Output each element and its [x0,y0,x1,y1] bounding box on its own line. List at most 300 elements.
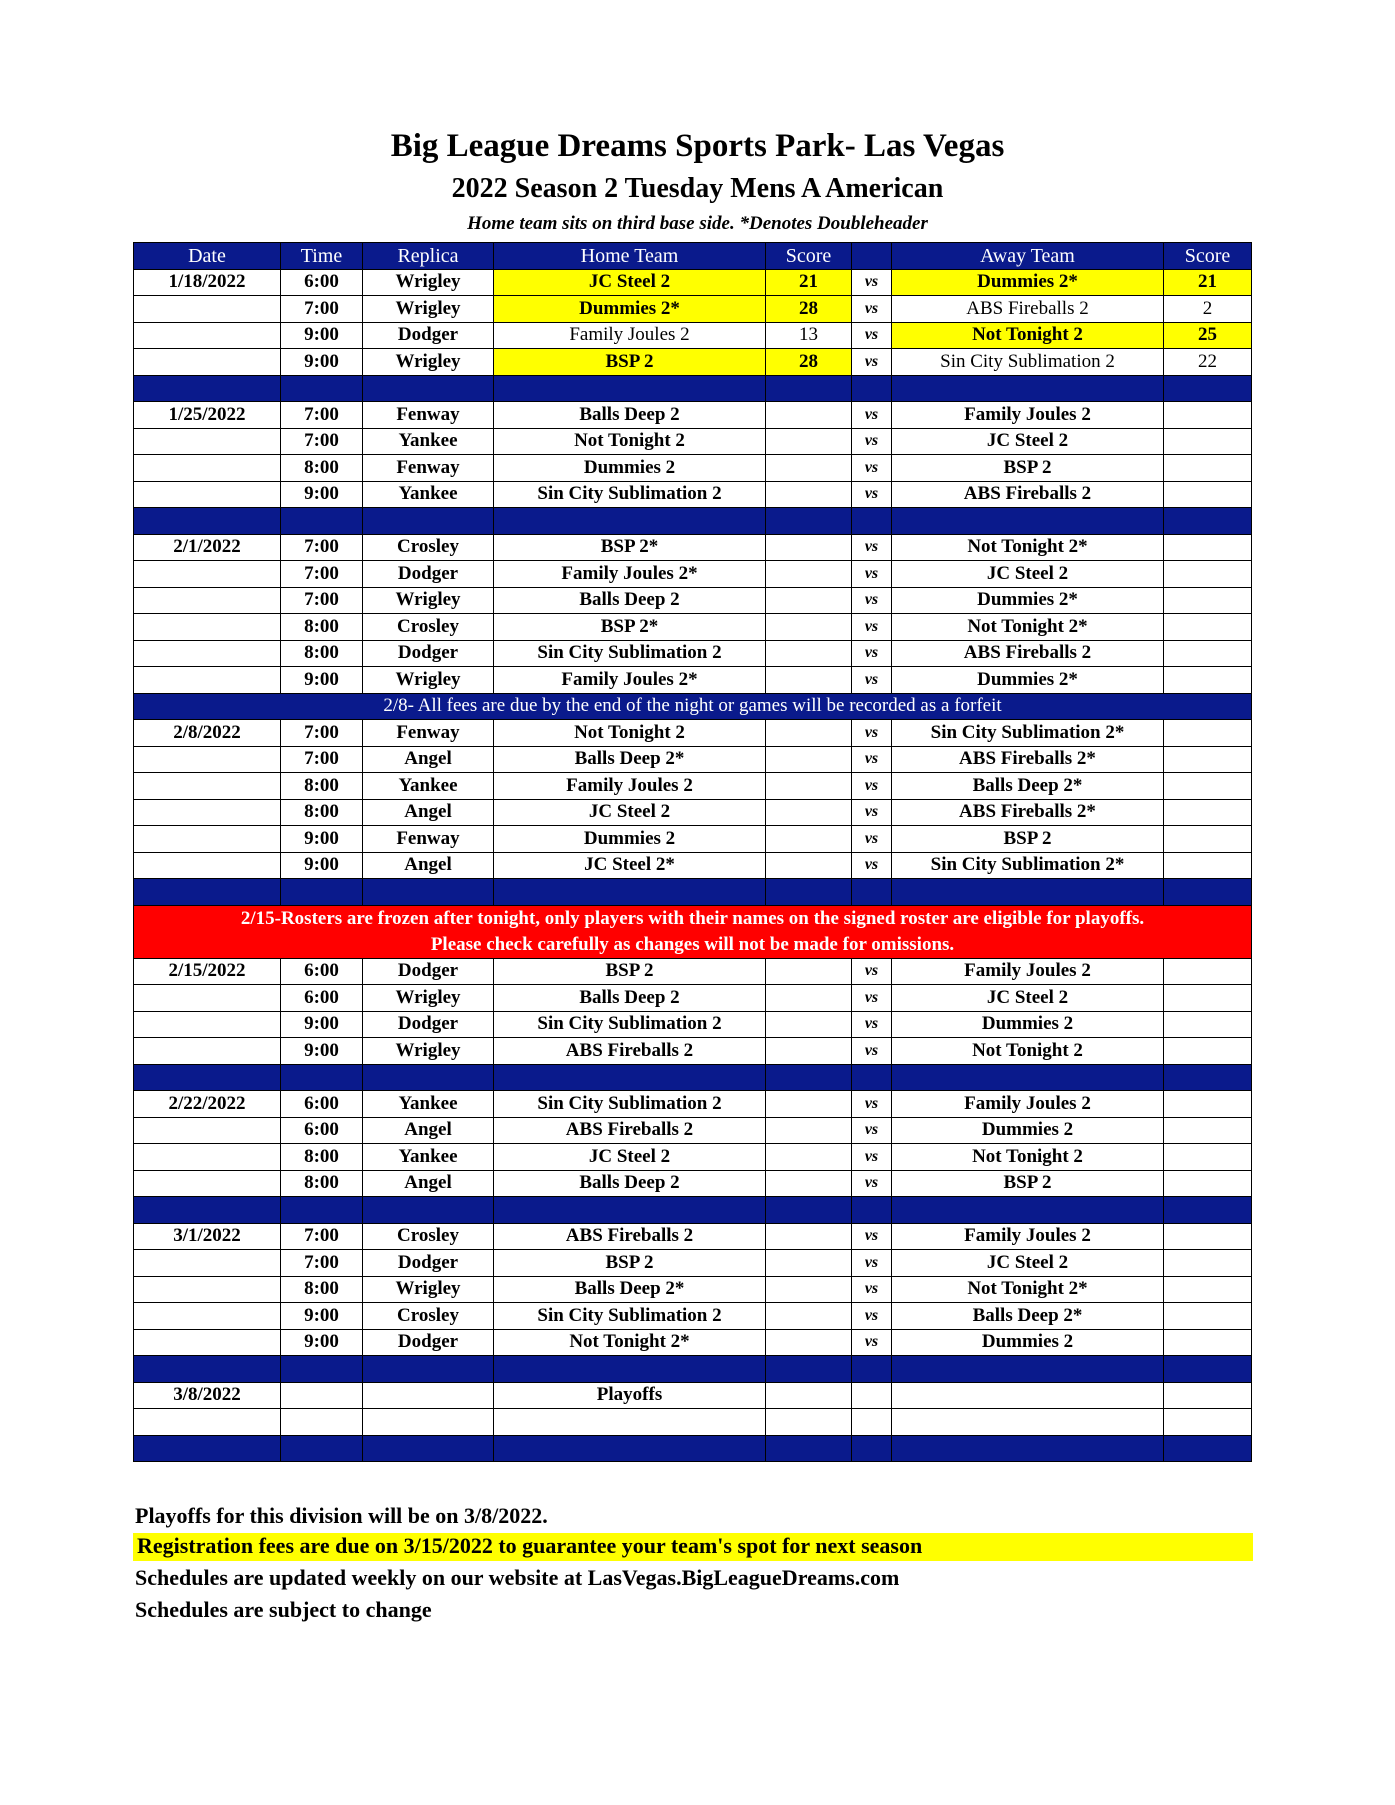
game-field: Angel [363,746,494,773]
away-score [1164,1250,1252,1277]
away-score [1164,614,1252,641]
separator-cell [134,1356,281,1383]
game-time: 9:00 [281,1329,363,1356]
blank-cell [1164,1409,1252,1436]
col-home-score-header: Score [766,243,852,270]
vs-cell: vs [852,1117,892,1144]
home-score [766,1250,852,1277]
game-row [134,852,1252,879]
home-score [766,1276,852,1303]
game-field: Fenway [363,826,494,853]
game-field: Crosley [363,534,494,561]
away-team: Dummies 2 [892,1011,1164,1038]
home-score [766,1011,852,1038]
game-date [134,1250,281,1277]
vs-cell: vs [852,1223,892,1250]
separator-cell [281,1197,363,1224]
away-team: Sin City Sublimation 2 [892,349,1164,376]
game-time: 6:00 [281,985,363,1012]
vs-cell: vs [852,587,892,614]
separator-cell [281,1064,363,1091]
game-date [134,349,281,376]
away-score [1164,1144,1252,1171]
home-score [766,428,852,455]
home-team: Family Joules 2 [494,773,766,800]
separator-cell [363,879,494,906]
separator-cell [892,879,1164,906]
home-team: Sin City Sublimation 2 [494,1303,766,1330]
away-team: Balls Deep 2* [892,1303,1164,1330]
fees-notice-row [134,693,1252,720]
game-field: Wrigley [363,985,494,1012]
separator-cell [1164,508,1252,535]
playoffs-note: Playoffs for this division will be on 3/8/2022. [135,1503,548,1528]
away-team: Family Joules 2 [892,402,1164,429]
separator-cell [852,1064,892,1091]
game-row [134,402,1252,429]
game-row [134,640,1252,667]
game-row [134,587,1252,614]
col-home-team-header: Home Team [494,243,766,270]
game-time: 9:00 [281,852,363,879]
game-row [134,349,1252,376]
home-score: 13 [766,322,852,349]
home-team: Dummies 2 [494,455,766,482]
home-team: Balls Deep 2 [494,985,766,1012]
vs-cell: vs [852,534,892,561]
separator-cell [892,1197,1164,1224]
vs-cell: vs [852,561,892,588]
separator-cell [852,1356,892,1383]
col-away-team-header: Away Team [892,243,1164,270]
separator-cell [134,1064,281,1091]
home-score [766,958,852,985]
game-row [134,826,1252,853]
game-date [134,481,281,508]
away-score [1164,1170,1252,1197]
away-score [1164,852,1252,879]
game-field: Angel [363,799,494,826]
page-subtitle: 2022 Season 2 Tuesday Mens A American [451,173,944,204]
separator-cell [892,1064,1164,1091]
game-date [134,1276,281,1303]
separator-cell [281,508,363,535]
separator-cell [494,1356,766,1383]
game-date [134,614,281,641]
home-team: JC Steel 2* [494,852,766,879]
game-row [134,269,1252,296]
col-date-header: Date [134,243,281,270]
home-team: Dummies 2 [494,826,766,853]
game-time: 9:00 [281,1303,363,1330]
away-team: ABS Fireballs 2 [892,640,1164,667]
vs-cell [852,1382,892,1409]
game-date [134,428,281,455]
home-score: 21 [766,269,852,296]
game-date [134,667,281,694]
game-date: 2/15/2022 [134,958,281,985]
home-score [766,826,852,853]
game-row [134,958,1252,985]
blank-cell [892,1409,1164,1436]
separator-cell [766,508,852,535]
vs-cell: vs [852,1276,892,1303]
away-score [1164,428,1252,455]
separator-cell [494,879,766,906]
game-row [134,561,1252,588]
away-team: JC Steel 2 [892,985,1164,1012]
home-team: ABS Fireballs 2 [494,1038,766,1065]
separator-cell [1164,1356,1252,1383]
home-score [766,481,852,508]
game-time [281,1382,363,1409]
home-score [766,1091,852,1118]
game-row [134,1038,1252,1065]
schedule-table [133,242,1252,1462]
away-team: ABS Fireballs 2 [892,481,1164,508]
roster-alert-line1: 2/15-Rosters are frozen after tonight, only players with their names on the signed roster are eligible for playoffs. [240,907,1145,929]
separator-cell [494,1197,766,1224]
game-time: 6:00 [281,1091,363,1118]
game-date: 2/8/2022 [134,720,281,747]
home-score [766,1329,852,1356]
home-score [766,667,852,694]
game-time: 7:00 [281,561,363,588]
vs-cell: vs [852,985,892,1012]
separator-cell [281,1356,363,1383]
vs-cell: vs [852,296,892,323]
separator-cell [363,1356,494,1383]
game-field: Yankee [363,1144,494,1171]
separator-row [134,508,1252,535]
away-score [1164,1223,1252,1250]
separator-row [134,1197,1252,1224]
home-team: Balls Deep 2* [494,1276,766,1303]
game-time: 9:00 [281,1011,363,1038]
game-field: Wrigley [363,349,494,376]
away-team: Dummies 2 [892,1329,1164,1356]
away-score [1164,773,1252,800]
away-score [1164,958,1252,985]
away-score [1164,587,1252,614]
blank-cell [494,1409,766,1436]
away-team: Not Tonight 2* [892,1276,1164,1303]
vs-cell: vs [852,1038,892,1065]
game-date [134,826,281,853]
game-date [134,746,281,773]
home-score [766,1223,852,1250]
home-team: Dummies 2* [494,296,766,323]
game-row [134,1170,1252,1197]
away-team: Not Tonight 2* [892,534,1164,561]
game-date [134,799,281,826]
separator-cell [281,375,363,402]
game-date: 3/1/2022 [134,1223,281,1250]
away-score: 22 [1164,349,1252,376]
col-replica-header: Replica [363,243,494,270]
game-field: Dodger [363,958,494,985]
game-row [134,534,1252,561]
game-field: Angel [363,852,494,879]
game-field: Crosley [363,1303,494,1330]
game-date [134,1329,281,1356]
away-score [1164,826,1252,853]
game-time: 8:00 [281,614,363,641]
away-team: Family Joules 2 [892,1223,1164,1250]
game-field: Yankee [363,481,494,508]
away-score [1164,1382,1252,1409]
home-team: JC Steel 2 [494,269,766,296]
home-score [766,640,852,667]
home-score [766,614,852,641]
home-team: Family Joules 2 [494,322,766,349]
game-field: Wrigley [363,587,494,614]
game-row [134,481,1252,508]
game-date: 2/22/2022 [134,1091,281,1118]
away-score [1164,799,1252,826]
roster-alert-row [134,905,1252,958]
game-field: Wrigley [363,1276,494,1303]
home-score [766,746,852,773]
game-field: Yankee [363,428,494,455]
game-row [134,1250,1252,1277]
game-field: Fenway [363,455,494,482]
game-row [134,1091,1252,1118]
game-row [134,667,1252,694]
game-row [134,1144,1252,1171]
separator-cell [494,508,766,535]
separator-cell [363,375,494,402]
away-score [1164,1011,1252,1038]
home-score [766,1144,852,1171]
home-score [766,852,852,879]
game-row [134,1276,1252,1303]
away-score [1164,534,1252,561]
away-score [1164,561,1252,588]
game-time: 9:00 [281,322,363,349]
home-score [766,1303,852,1330]
blank-cell [852,1409,892,1436]
separator-cell [1164,1435,1252,1462]
away-score [1164,640,1252,667]
game-row [134,428,1252,455]
home-score [766,561,852,588]
col-away-score-header: Score [1164,243,1252,270]
game-field: Angel [363,1170,494,1197]
separator-cell [281,879,363,906]
separator-cell [892,1356,1164,1383]
vs-cell: vs [852,481,892,508]
vs-cell: vs [852,428,892,455]
col-vs-header [852,243,892,270]
game-time: 8:00 [281,1170,363,1197]
separator-cell [494,1435,766,1462]
home-score: 28 [766,296,852,323]
blank-cell [766,1409,852,1436]
blank-cell [363,1409,494,1436]
game-field: Fenway [363,720,494,747]
vs-cell: vs [852,746,892,773]
game-date [134,852,281,879]
game-field: Dodger [363,322,494,349]
away-team: Sin City Sublimation 2* [892,852,1164,879]
away-team: JC Steel 2 [892,1250,1164,1277]
game-time: 8:00 [281,455,363,482]
home-team: ABS Fireballs 2 [494,1223,766,1250]
game-row [134,1117,1252,1144]
home-score [766,799,852,826]
home-team: BSP 2 [494,349,766,376]
game-time: 7:00 [281,587,363,614]
vs-cell: vs [852,614,892,641]
vs-cell: vs [852,1011,892,1038]
game-date [134,640,281,667]
away-team: Sin City Sublimation 2* [892,720,1164,747]
home-team: JC Steel 2 [494,1144,766,1171]
game-date: 2/1/2022 [134,534,281,561]
doubleheader-note: Home team sits on third base side. *Denotes Doubleheader [467,213,928,234]
away-score [1164,1329,1252,1356]
home-team: Balls Deep 2* [494,746,766,773]
game-field: Wrigley [363,1038,494,1065]
game-row [134,799,1252,826]
fees-notice: 2/8- All fees are due by the end of the night or games will be recorded as a forfeit [134,693,1252,720]
game-time: 6:00 [281,958,363,985]
separator-row [134,1435,1252,1462]
away-team: Dummies 2* [892,587,1164,614]
blank-row [134,1409,1252,1436]
separator-cell [892,375,1164,402]
home-team: Balls Deep 2 [494,587,766,614]
game-field: Crosley [363,1223,494,1250]
separator-cell [852,1197,892,1224]
home-team: BSP 2* [494,614,766,641]
away-team: ABS Fireballs 2* [892,799,1164,826]
game-time: 6:00 [281,1117,363,1144]
away-team: Not Tonight 2 [892,1144,1164,1171]
separator-row [134,375,1252,402]
away-score [1164,1117,1252,1144]
separator-cell [766,375,852,402]
away-team: ABS Fireballs 2 [892,296,1164,323]
game-date [134,985,281,1012]
separator-cell [766,1435,852,1462]
away-team: JC Steel 2 [892,561,1164,588]
playoff-row [134,1382,1252,1409]
away-score: 21 [1164,269,1252,296]
home-score: 28 [766,349,852,376]
registration-note: Registration fees are due on 3/15/2022 to guarantee your team's spot for next season [133,1533,1253,1561]
game-row [134,322,1252,349]
game-time: 8:00 [281,1276,363,1303]
separator-cell [852,508,892,535]
separator-cell [892,508,1164,535]
blank-cell [134,1409,281,1436]
home-team: ABS Fireballs 2 [494,1117,766,1144]
vs-cell: vs [852,1091,892,1118]
roster-alert [134,905,1252,958]
game-field: Fenway [363,402,494,429]
game-row [134,1329,1252,1356]
separator-cell [766,1356,852,1383]
vs-cell: vs [852,1329,892,1356]
game-date: 3/8/2022 [134,1382,281,1409]
game-time: 6:00 [281,269,363,296]
vs-cell: vs [852,322,892,349]
vs-cell: vs [852,269,892,296]
home-score [766,1382,852,1409]
vs-cell: vs [852,773,892,800]
game-date [134,296,281,323]
separator-cell [892,1435,1164,1462]
separator-cell [852,879,892,906]
away-score [1164,1038,1252,1065]
game-date [134,773,281,800]
game-field: Yankee [363,1091,494,1118]
home-team: Balls Deep 2 [494,1170,766,1197]
home-team: Sin City Sublimation 2 [494,640,766,667]
away-score [1164,1276,1252,1303]
separator-cell [766,1064,852,1091]
game-time: 9:00 [281,667,363,694]
game-time: 8:00 [281,640,363,667]
game-date [134,1303,281,1330]
home-score [766,587,852,614]
page-title: Big League Dreams Sports Park- Las Vegas [390,128,1005,164]
vs-cell: vs [852,455,892,482]
home-score [766,985,852,1012]
separator-cell [363,1064,494,1091]
game-date [134,1011,281,1038]
away-score [1164,455,1252,482]
separator-row [134,879,1252,906]
away-score: 2 [1164,296,1252,323]
away-team: Family Joules 2 [892,958,1164,985]
game-date [134,561,281,588]
home-team: Sin City Sublimation 2 [494,1011,766,1038]
away-score [1164,746,1252,773]
game-field [363,1382,494,1409]
game-row [134,1011,1252,1038]
game-field: Wrigley [363,269,494,296]
game-time: 7:00 [281,428,363,455]
separator-cell [363,1435,494,1462]
separator-cell [766,879,852,906]
game-time: 9:00 [281,349,363,376]
blank-cell [281,1409,363,1436]
game-time: 7:00 [281,746,363,773]
away-score [1164,481,1252,508]
separator-cell [852,1435,892,1462]
game-field: Wrigley [363,296,494,323]
separator-row [134,1356,1252,1383]
separator-cell [281,1435,363,1462]
game-field: Crosley [363,614,494,641]
vs-cell: vs [852,1144,892,1171]
separator-cell [134,879,281,906]
col-time-header: Time [281,243,363,270]
separator-cell [363,508,494,535]
game-row [134,1303,1252,1330]
game-date [134,322,281,349]
vs-cell: vs [852,958,892,985]
home-team: Not Tonight 2 [494,428,766,455]
away-score [1164,402,1252,429]
vs-cell: vs [852,1170,892,1197]
away-team: Dummies 2* [892,667,1164,694]
change-note: Schedules are subject to change [135,1597,432,1622]
home-team: BSP 2* [494,534,766,561]
